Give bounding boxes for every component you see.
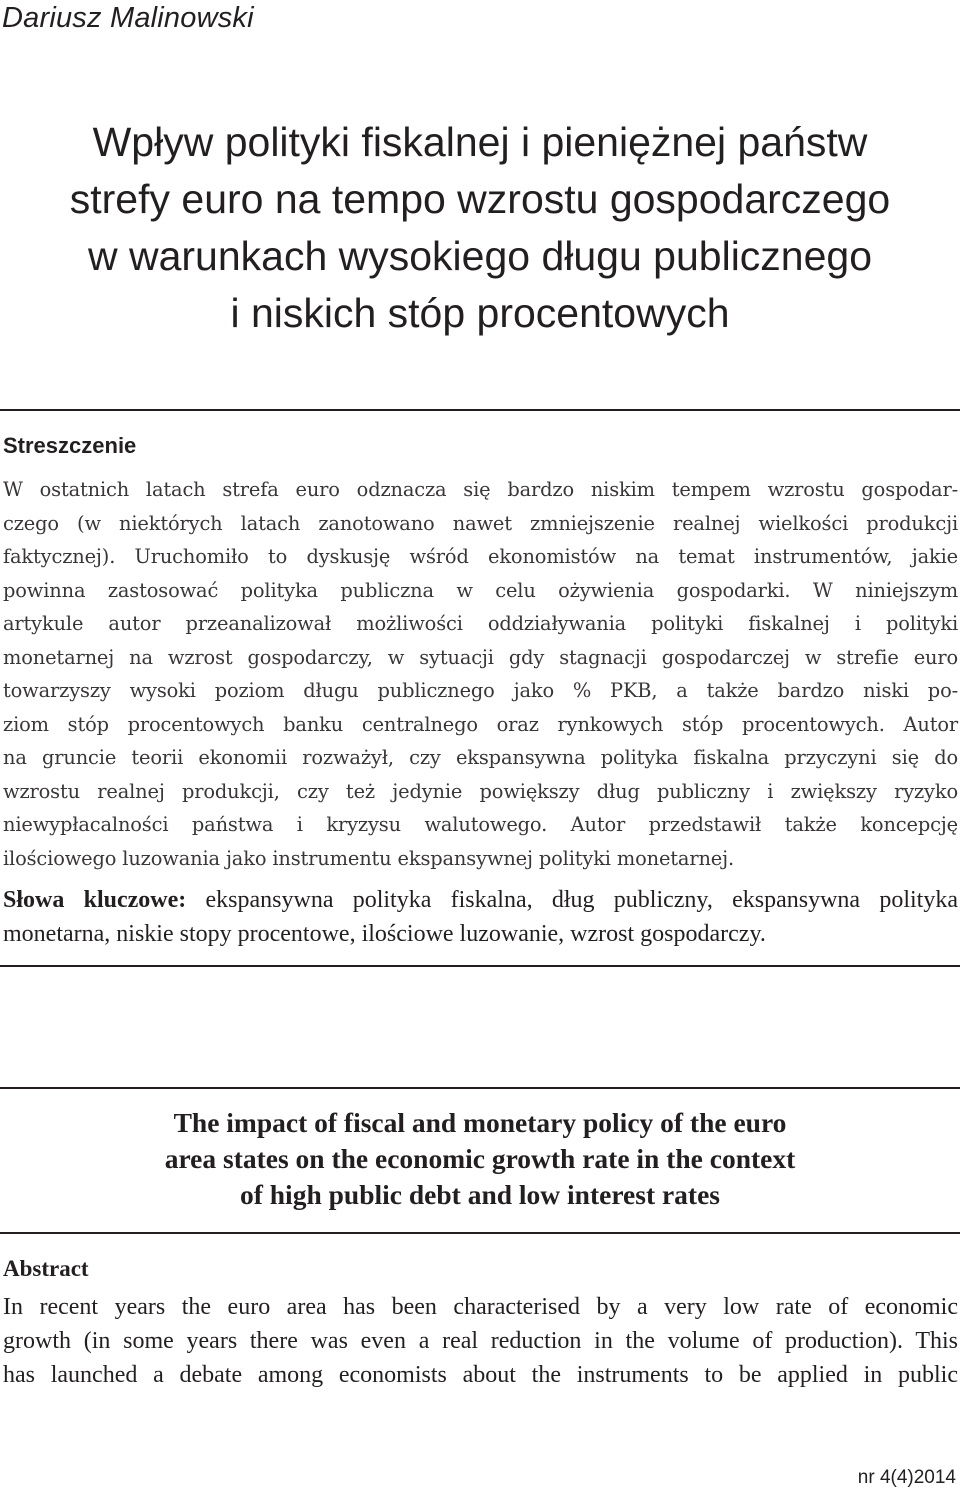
abstract-line: In recent years the euro area has been characterised by a very low rate of economic xyxy=(3,1294,958,1320)
abstract-line: W ostatnich latach strefa euro odznacza się bardzo niskim tempem wzrostu gospodar- xyxy=(3,478,958,501)
keywords-text: ekspansywna polityka fiskalna, dług publiczny, ekspansywna polityka xyxy=(186,887,958,913)
english-title xyxy=(0,1105,960,1213)
polish-abstract-heading: Streszczenie xyxy=(3,433,137,458)
issue-number: nr 4(4)2014 xyxy=(857,1467,956,1488)
abstract-line: czego (w niektórych latach zanotowano nawet zmniejszenie realnej wielkości produkcji xyxy=(3,511,958,535)
abstract-line: powinna zastosować polityka publiczna w celu ożywienia gospodarki. W niniejszym xyxy=(3,578,958,602)
polish-title-line: i niskich stóp procentowych xyxy=(230,290,730,336)
english-title-line: of high public debt and low interest rates xyxy=(239,1179,720,1210)
abstract-line: towarzyszy wysoki poziom długu publicznego jako % PKB, a także bardzo niski po- xyxy=(3,679,958,702)
polish-abstract xyxy=(3,473,958,875)
polish-title xyxy=(0,114,960,342)
abstract-line: na gruncie teorii ekonomii rozważył, czy ekspansywna polityka fiskalna przyczyni się do xyxy=(3,746,958,769)
polish-title-line: strefy euro na tempo wzrostu gospodarczego xyxy=(69,176,891,222)
abstract-line: wzrostu realnej produkcji, czy też jedynie powiększy dług publiczny i zwiększy ryzyko xyxy=(3,779,958,803)
keywords-label: Słowa kluczowe: xyxy=(3,887,187,913)
divider-top xyxy=(0,409,960,411)
divider-before-english-title xyxy=(0,1087,960,1089)
english-abstract xyxy=(3,1290,958,1392)
abstract-line: artykule autor przeanalizował możliwości oddziaływania polityki fiskalnej i polityki xyxy=(3,612,958,635)
abstract-line: monetarnej na wzrost gospodarczy, w sytuacji gdy stagnacji gospodarczej w strefie euro xyxy=(3,645,958,669)
polish-title-line: Wpływ polityki fiskalnej i pieniężnej państw xyxy=(92,119,868,165)
abstract-line: faktycznej). Uruchomiło to dyskusję wśród ekonomistów na temat instrumentów, jakie xyxy=(3,545,958,568)
keywords-line xyxy=(3,883,958,917)
divider-after-english-title xyxy=(0,1232,960,1234)
abstract-line: ilościowego luzowania jako instrumentu ekspansywnej polityki monetarnej. xyxy=(3,846,735,870)
keywords-line: monetarna, niskie stopy procentowe, ilościowe luzowanie, wzrost gospodarczy. xyxy=(3,921,766,947)
english-title-line: area states on the economic growth rate in the context xyxy=(164,1143,796,1174)
english-title-line: The impact of fiscal and monetary policy of the euro xyxy=(173,1107,787,1138)
abstract-line: has launched a debate among economists about the instruments to be applied in public xyxy=(3,1362,958,1388)
abstract-line: growth (in some years there was even a real reduction in the volume of production). This xyxy=(3,1328,958,1354)
polish-title-line: w warunkach wysokiego długu publicznego xyxy=(87,233,873,279)
divider-after-keywords xyxy=(0,965,960,967)
english-abstract-heading: Abstract xyxy=(3,1256,89,1281)
polish-keywords xyxy=(3,883,958,951)
abstract-line: niewypłacalności państwa i kryzysu walutowego. Autor przedstawił także koncepcję xyxy=(3,813,958,836)
author-name: Dariusz Malinowski xyxy=(2,2,254,34)
abstract-line: ziom stóp procentowych banku centralnego oraz rynkowych stóp procentowych. Autor xyxy=(3,712,958,736)
